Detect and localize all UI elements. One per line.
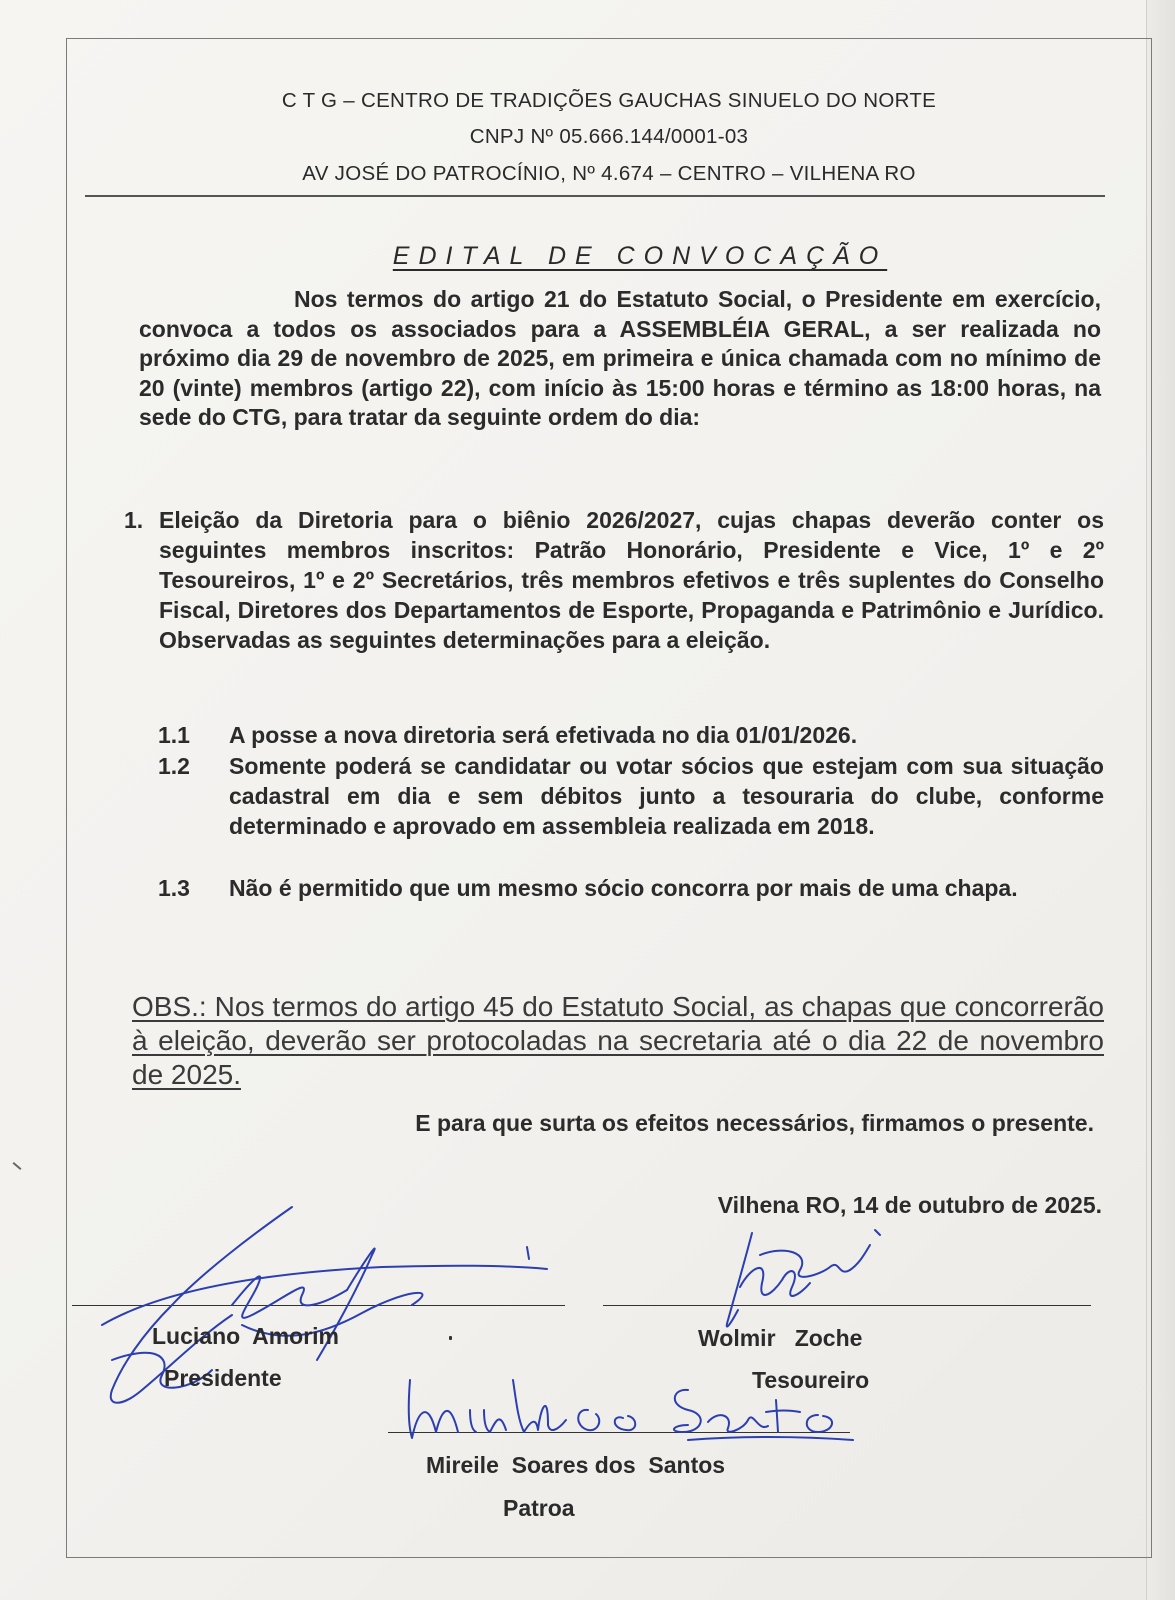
header-cnpj: CNPJ Nº 05.666.144/0001-03 (469, 125, 749, 148)
intro-paragraph (139, 285, 1101, 433)
signatory-name-president: Luciano Amorim (152, 1323, 339, 1349)
ink-dot (449, 1336, 452, 1340)
subitem-text: Não é permitido que um mesmo sócio concorra por mais de uma chapa. (229, 875, 1018, 901)
subitem-1-2 (158, 751, 1104, 841)
subitem-text: A posse a nova diretoria será efetivada no dia 01/01/2026. (229, 722, 858, 748)
agenda-item-text: Eleição da Diretoria para o biênio 2026/2027, cujas chapas deverão conter os seguintes membros inscritos: Patrão Honorário, Presidente e Vice, 1º e 2º Tesoureiros, 1º e 2º Secretários, três membros efetivos e três suplentes do Conselho Fiscal, Diretores dos Departamentos de Esporte, Propaganda e Patrimônio e Jurídico. Observadas as seguintes determinações para a eleição. (159, 507, 1104, 653)
subitem-1-3 (158, 873, 1104, 903)
closing-statement: E para que surta os efeitos necessários, firmamos o presente. (415, 1110, 1094, 1136)
signatory-role-treasurer: Tesoureiro (752, 1367, 870, 1393)
signatory-role-president: Presidente (164, 1365, 282, 1391)
subitem-number: 1.1 (158, 722, 190, 748)
subitem-number: 1.3 (158, 875, 190, 901)
header-address: AV JOSÉ DO PATROCÍNIO, Nº 4.674 – CENTRO – VILHENA RO (302, 162, 916, 185)
header-organization: C T G – CENTRO DE TRADIÇÕES GAUCHAS SINUELO DO NORTE (281, 89, 937, 112)
intro-text: Nos termos do artigo 21 do Estatuto Social, o Presidente em exercício, convoca a todos os associados para a ASSEMBLÉIA GERAL, a ser realizada no próximo dia 29 de novembro de 2025, em primeira e única chamada com no mínimo de 20 (vinte) membros (artigo 22), com início às 15:00 horas e término as 18:00 horas, na sede do CTG, para tratar da seguinte ordem do dia: (139, 286, 1101, 430)
observation-note: OBS.: Nos termos do artigo 45 do Estatuto Social, as chapas que concorrerão à eleição, deverão ser protocoladas na secretaria até o dia 22 de novembro de 2025. (132, 991, 1104, 1090)
signatory-role-patroa: Patroa (503, 1495, 575, 1521)
subitem-number: 1.2 (158, 753, 190, 779)
header-divider (85, 195, 1105, 197)
place-and-date: Vilhena RO, 14 de outubro de 2025. (717, 1192, 1102, 1218)
signatory-name-patroa: Mireile Soares dos Santos (426, 1452, 726, 1478)
document-title: EDITAL DE CONVOCAÇÃO (392, 242, 888, 270)
subitem-text: Somente poderá se candidatar ou votar sócios que estejam com sua situação cadastral em dia e sem débitos junto a tesouraria do clube, conforme determinado e aprovado em assembleia realizada em 2018. (229, 753, 1104, 839)
signatory-name-treasurer: Wolmir Zoche (698, 1325, 863, 1351)
agenda-item-1 (124, 505, 1104, 655)
subitem-1-1 (158, 720, 1104, 750)
signature-wolmir-zoche (700, 1225, 890, 1335)
agenda-item-number: 1. (124, 507, 144, 533)
